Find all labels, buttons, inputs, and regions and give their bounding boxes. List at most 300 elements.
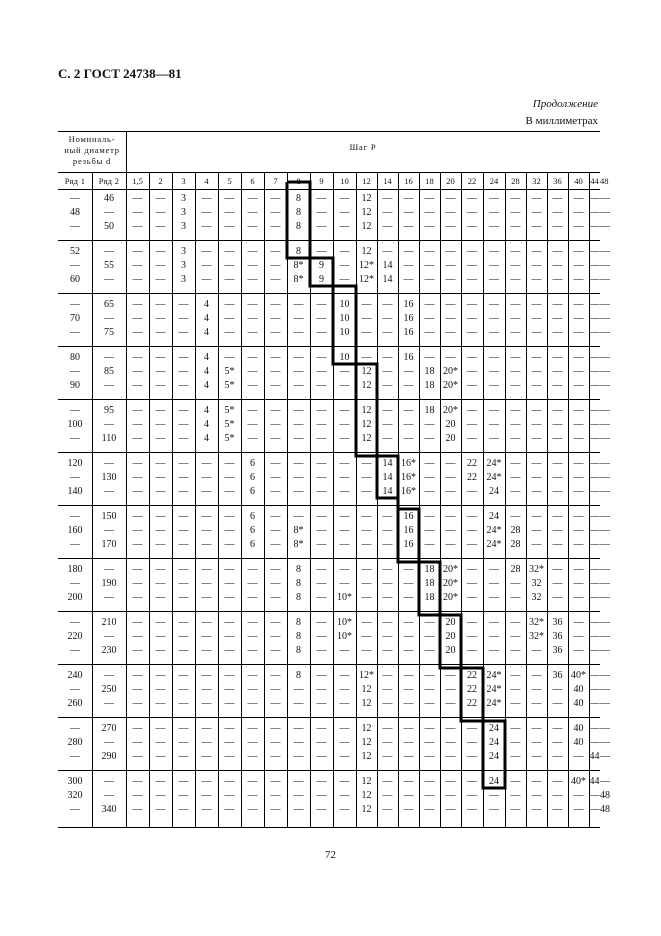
pitch-cell: — (445, 221, 456, 232)
pitch-cell: — (155, 366, 166, 377)
pitch-cell: — (467, 433, 477, 444)
pitch-cell: — (573, 804, 584, 815)
pitch-cell: — (339, 193, 350, 204)
pitch-cell: 8 (296, 645, 301, 656)
pitch-cell: — (201, 670, 212, 681)
pitch-cell: 24 (489, 776, 499, 787)
pitch-cell: — (467, 221, 477, 232)
pitch-cell: — (270, 737, 281, 748)
pitch-cell: — (201, 486, 212, 497)
pitch-cell: — (178, 790, 189, 801)
row1-diameter-cell: 180 (67, 564, 83, 575)
pitch-cell: 3 (181, 221, 186, 232)
pitch-cell: — (531, 352, 542, 363)
pitch-cell: — (467, 352, 477, 363)
row2-diameter-cell: — (104, 698, 114, 709)
pitch-cell: 3 (181, 274, 186, 285)
row2-diameter-cell: — (104, 274, 114, 285)
pitch-cell: — (445, 698, 456, 709)
pitch-cell: — (467, 592, 477, 603)
pitch-cell: — (531, 299, 542, 310)
pitch-cell: — (382, 299, 393, 310)
pitch-cell: 16 (403, 352, 414, 363)
pitch-cell: — (403, 645, 414, 656)
pitch-cell: — (132, 698, 143, 709)
pitch-cell: 8 (296, 207, 301, 218)
pitch-cell: — (403, 366, 414, 377)
pitch-cell: 40 (573, 723, 584, 734)
pitch-cell: — (382, 670, 393, 681)
pitch-cell: — (531, 458, 542, 469)
pitch-cell: 48 (600, 790, 610, 801)
pitch-cell: — (403, 776, 414, 787)
pitch-cell: — (600, 511, 610, 522)
row1-diameter-cell: — (70, 260, 80, 271)
pitch-cell: — (155, 617, 166, 628)
pitch-cell: — (382, 246, 393, 257)
pitch-cell: 12 (361, 405, 372, 416)
pitch-cell: — (589, 670, 600, 681)
pitch-cell: — (382, 684, 393, 695)
pitch-cell: — (510, 380, 521, 391)
pitch-cell: 12 (361, 723, 372, 734)
pitch-cell: — (510, 592, 521, 603)
pitch-cell: — (382, 313, 393, 324)
pitch-cell: — (270, 313, 281, 324)
pitch-cell: — (424, 472, 435, 483)
pitch-cell: — (467, 511, 477, 522)
pitch-cell: — (531, 405, 542, 416)
row2-diameter-cell: 46 (104, 193, 114, 204)
pitch-cell: — (489, 790, 499, 801)
pitch-cell: — (573, 313, 584, 324)
pitch-cell: — (531, 539, 542, 550)
pitch-cell: — (403, 723, 414, 734)
pitch-cell: — (224, 299, 235, 310)
row1-diameter-cell: 120 (67, 458, 83, 469)
pitch-cell: — (424, 804, 435, 815)
pitch-cell: 8 (296, 578, 301, 589)
pitch-cell: — (201, 511, 212, 522)
pitch-cell: 18 (424, 592, 435, 603)
pitch-cell: 20 (445, 631, 456, 642)
pitch-cell: — (316, 592, 327, 603)
pitch-cell: — (247, 578, 258, 589)
row1-diameter-cell: 280 (67, 737, 83, 748)
pitch-header-24: 24 (489, 176, 499, 186)
pitch-cell: — (552, 698, 563, 709)
nominal-diameter-header-line-2: ный диаметр (64, 145, 120, 155)
pitch-cell: 18 (424, 564, 435, 575)
pitch-cell: — (178, 564, 189, 575)
pitch-cell: — (600, 486, 610, 497)
pitch-cell: — (293, 366, 304, 377)
pitch-cell: — (155, 433, 166, 444)
pitch-cell: 8 (296, 564, 301, 575)
pitch-cell: 5* (224, 366, 235, 377)
pitch-cell: — (178, 592, 189, 603)
pitch-cell: — (382, 352, 393, 363)
pitch-cell: — (339, 380, 350, 391)
pitch-cell: — (552, 207, 563, 218)
pitch-cell: — (467, 723, 477, 734)
pitch-cell: — (600, 433, 610, 444)
pitch-cell: — (316, 539, 327, 550)
pitch-cell: — (382, 645, 393, 656)
pitch-cell: — (224, 645, 235, 656)
document-header: С. 2 ГОСТ 24738—81 (58, 66, 182, 81)
row1-diameter-cell: — (70, 684, 80, 695)
pitch-cell: — (403, 631, 414, 642)
pitch-cell: — (467, 486, 477, 497)
pitch-header-40: 40 (574, 176, 583, 186)
pitch-cell: 10* (337, 631, 352, 642)
pitch-cell: — (155, 776, 166, 787)
pitch-cell: — (382, 525, 393, 536)
pitch-cell: — (132, 564, 143, 575)
pitch-cell: — (531, 380, 542, 391)
pitch-cell: 10 (339, 352, 350, 363)
pitch-cell: — (445, 804, 456, 815)
pitch-cell: — (361, 511, 372, 522)
row1-diameter-cell: 160 (67, 525, 83, 536)
pitch-cell: — (600, 274, 610, 285)
pitch-cell: 20* (443, 592, 458, 603)
pitch-cell: 12 (361, 751, 372, 762)
pitch-cell: — (201, 790, 212, 801)
pitch-cell: — (201, 539, 212, 550)
pitch-cell: — (445, 274, 456, 285)
pitch-cell: 9 (319, 260, 324, 271)
pitch-cell: — (155, 511, 166, 522)
pitch-cell: — (382, 419, 393, 430)
pitch-cell: — (270, 274, 281, 285)
pitch-cell: — (600, 380, 610, 391)
pitch-cell: — (316, 645, 327, 656)
pitch-cell: 12 (361, 246, 372, 257)
row1-diameter-cell: 52 (70, 246, 80, 257)
pitch-cell: 22 (467, 670, 477, 681)
pitch-cell: 12 (361, 737, 372, 748)
pitch-cell: — (467, 246, 477, 257)
pitch-cell: — (424, 419, 435, 430)
pitch-cell: — (224, 274, 235, 285)
pitch-cell: — (510, 631, 521, 642)
pitch-cell: — (293, 511, 304, 522)
pitch-cell: — (270, 804, 281, 815)
pitch-cell: — (589, 578, 600, 589)
pitch-cell: — (489, 564, 499, 575)
pitch-header-7: 7 (273, 176, 278, 186)
pitch-cell: — (132, 723, 143, 734)
pitch-cell: — (552, 433, 563, 444)
pitch-cell: — (424, 737, 435, 748)
pitch-cell: 6 (250, 472, 255, 483)
pitch-cell: — (155, 246, 166, 257)
pitch-cell: — (224, 352, 235, 363)
pitch-cell: — (600, 776, 610, 787)
pitch-cell: — (382, 221, 393, 232)
pitch-cell: — (247, 380, 258, 391)
row1-diameter-cell: — (70, 617, 80, 628)
pitch-header-3: 3 (181, 176, 186, 186)
pitch-cell: — (403, 260, 414, 271)
pitch-cell: 32* (529, 564, 544, 575)
pitch-cell: — (155, 698, 166, 709)
pitch-cell: 8 (296, 617, 301, 628)
pitch-cell: — (316, 617, 327, 628)
pitch-cell: — (445, 193, 456, 204)
row2-diameter-cell: — (104, 670, 114, 681)
pitch-cell: 20* (443, 405, 458, 416)
pitch-cell: — (132, 592, 143, 603)
pitch-cell: — (132, 684, 143, 695)
pitch-cell: — (510, 433, 521, 444)
pitch-cell: — (316, 578, 327, 589)
row1-diameter-cell: 240 (67, 670, 83, 681)
pitch-cell: 18 (424, 380, 435, 391)
pitch-cell: — (155, 221, 166, 232)
pitch-cell: — (224, 486, 235, 497)
pitch-cell: — (339, 419, 350, 430)
pitch-cell: 20 (445, 645, 456, 656)
pitch-cell: — (510, 751, 521, 762)
pitch-cell: — (589, 684, 600, 695)
pitch-cell: — (178, 366, 189, 377)
pitch-cell: 20* (443, 380, 458, 391)
pitch-cell: — (552, 511, 563, 522)
pitch-cell: — (247, 751, 258, 762)
pitch-cell: — (552, 592, 563, 603)
pitch-cell: — (552, 458, 563, 469)
pitch-cell: 32 (531, 578, 542, 589)
pitch-cell: — (552, 380, 563, 391)
row2-diameter-cell: 230 (101, 645, 117, 656)
pitch-cell: — (316, 670, 327, 681)
pitch-cell: — (424, 433, 435, 444)
pitch-cell: — (403, 221, 414, 232)
row2-diameter-cell: — (104, 737, 114, 748)
pitch-cell: — (155, 751, 166, 762)
pitch-cell: — (361, 617, 372, 628)
pitch-cell: — (339, 790, 350, 801)
pitch-cell: — (132, 352, 143, 363)
pitch-cell: — (270, 221, 281, 232)
pitch-cell: — (382, 564, 393, 575)
pitch-cell: — (316, 352, 327, 363)
pitch-cell: — (552, 776, 563, 787)
pitch-cell: 18 (424, 405, 435, 416)
pitch-cell: — (382, 698, 393, 709)
pitch-cell: — (573, 299, 584, 310)
pitch-cell: — (132, 751, 143, 762)
pitch-cell: 22 (467, 458, 477, 469)
pitch-cell: — (132, 299, 143, 310)
pitch-cell: — (247, 723, 258, 734)
pitch-header-14: 14 (383, 176, 392, 186)
pitch-cell: — (247, 631, 258, 642)
pitch-cell: — (573, 592, 584, 603)
pitch-cell: — (600, 472, 610, 483)
pitch-cell: — (293, 299, 304, 310)
pitch-cell: — (382, 327, 393, 338)
pitch-cell: — (445, 511, 456, 522)
pitch-cell: — (573, 207, 584, 218)
pitch-cell: — (316, 405, 327, 416)
pitch-cell: — (339, 525, 350, 536)
pitch-cell: — (552, 564, 563, 575)
pitch-cell: — (552, 472, 563, 483)
pitch-cell: — (424, 246, 435, 257)
pitch-cell: — (247, 776, 258, 787)
pitch-cell: — (600, 578, 610, 589)
pitch-cell: — (600, 723, 610, 734)
pitch-cell: — (224, 313, 235, 324)
pitch-cell: — (270, 645, 281, 656)
pitch-cell: — (531, 723, 542, 734)
pitch-cell: — (224, 617, 235, 628)
row1-diameter-cell: — (70, 327, 80, 338)
pitch-cell: — (270, 723, 281, 734)
pitch-cell: — (531, 207, 542, 218)
pitch-cell: — (589, 193, 600, 204)
thread-pitch-table (58, 131, 610, 828)
pitch-cell: — (424, 458, 435, 469)
pitch-cell: 10 (339, 299, 350, 310)
row1-diameter-cell: 70 (70, 313, 80, 324)
pitch-cell: 14 (382, 472, 393, 483)
pitch-cell: — (224, 327, 235, 338)
pitch-cell: — (224, 525, 235, 536)
pitch-cell: — (589, 539, 600, 550)
pitch-cell: — (382, 723, 393, 734)
pitch-cell: — (600, 405, 610, 416)
pitch-cell: — (600, 260, 610, 271)
pitch-cell: 4 (204, 419, 209, 430)
pitch-cell: 4 (204, 380, 209, 391)
pitch-cell: 14 (382, 260, 393, 271)
pitch-cell: — (424, 539, 435, 550)
pitch-cell: — (467, 419, 477, 430)
pitch-cell: 5* (224, 419, 235, 430)
pitch-cell: — (531, 221, 542, 232)
pitch-cell: — (467, 790, 477, 801)
pitch-cell: — (155, 631, 166, 642)
pitch-cell: — (224, 631, 235, 642)
row2-diameter-cell: — (104, 776, 114, 787)
pitch-cell: — (201, 472, 212, 483)
row1-diameter-cell: — (70, 645, 80, 656)
pitch-cell: 14 (382, 274, 393, 285)
pitch-cell: — (489, 631, 499, 642)
pitch-cell: — (361, 564, 372, 575)
pitch-cell: — (510, 221, 521, 232)
pitch-cell: — (201, 592, 212, 603)
pitch-cell: — (201, 274, 212, 285)
pitch-cell: 12 (361, 804, 372, 815)
pitch-header: Шаг P (349, 142, 377, 152)
pitch-cell: 4 (204, 299, 209, 310)
pitch-cell: — (573, 458, 584, 469)
pitch-header-48: 48 (600, 176, 609, 186)
pitch-cell: — (339, 539, 350, 550)
row1-diameter-cell: — (70, 578, 80, 589)
pitch-cell: — (247, 207, 258, 218)
pitch-cell: — (247, 274, 258, 285)
pitch-cell: — (339, 645, 350, 656)
pitch-cell: — (247, 737, 258, 748)
pitch-cell: — (339, 260, 350, 271)
pitch-cell: 10* (337, 617, 352, 628)
pitch-cell: — (403, 737, 414, 748)
pitch-cell: — (510, 352, 521, 363)
pitch-cell: — (316, 380, 327, 391)
pitch-cell: — (270, 419, 281, 430)
row2-diameter-cell: — (104, 380, 114, 391)
pitch-cell: — (361, 313, 372, 324)
pitch-cell: 32* (529, 631, 544, 642)
pitch-cell: — (552, 313, 563, 324)
pitch-cell: — (403, 405, 414, 416)
pitch-cell: — (270, 592, 281, 603)
row2-diameter-cell: 270 (101, 723, 117, 734)
pitch-cell: — (293, 751, 304, 762)
pitch-cell: — (489, 419, 499, 430)
pitch-cell: — (552, 723, 563, 734)
pitch-cell: — (178, 539, 189, 550)
pitch-cell: — (155, 380, 166, 391)
pitch-cell: — (132, 670, 143, 681)
pitch-cell: — (589, 723, 600, 734)
pitch-cell: — (589, 486, 600, 497)
row2-diameter-cell: 95 (104, 405, 114, 416)
pitch-cell: — (531, 193, 542, 204)
pitch-cell: — (510, 207, 521, 218)
row2-diameter-cell: — (104, 525, 114, 536)
pitch-cell: — (270, 246, 281, 257)
pitch-cell: 3 (181, 207, 186, 218)
pitch-cell: 12 (361, 684, 372, 695)
pitch-cell: — (382, 193, 393, 204)
pitch-cell: 40* (571, 776, 586, 787)
row1-diameter-cell: 260 (67, 698, 83, 709)
pitch-cell: — (510, 327, 521, 338)
pitch-cell: — (467, 737, 477, 748)
pitch-cell: — (552, 737, 563, 748)
pitch-cell: — (270, 525, 281, 536)
pitch-cell: 24* (486, 539, 502, 550)
pitch-header-20: 20 (446, 176, 455, 186)
pitch-cell: — (224, 737, 235, 748)
pitch-cell: — (270, 539, 281, 550)
pitch-cell: — (270, 776, 281, 787)
pitch-cell: — (403, 207, 414, 218)
pitch-cell: — (293, 486, 304, 497)
pitch-cell: — (270, 486, 281, 497)
pitch-header-5: 5 (227, 176, 232, 186)
pitch-cell: — (573, 366, 584, 377)
pitch-cell: — (531, 313, 542, 324)
pitch-cell: — (201, 723, 212, 734)
row2-diameter-cell: — (104, 352, 114, 363)
pitch-cell: 12 (361, 207, 372, 218)
row2-diameter-cell: — (104, 790, 114, 801)
pitch-cell: — (531, 645, 542, 656)
pitch-cell: — (510, 458, 521, 469)
pitch-cell: — (573, 405, 584, 416)
pitch-cell: — (510, 472, 521, 483)
pitch-cell: — (600, 221, 610, 232)
